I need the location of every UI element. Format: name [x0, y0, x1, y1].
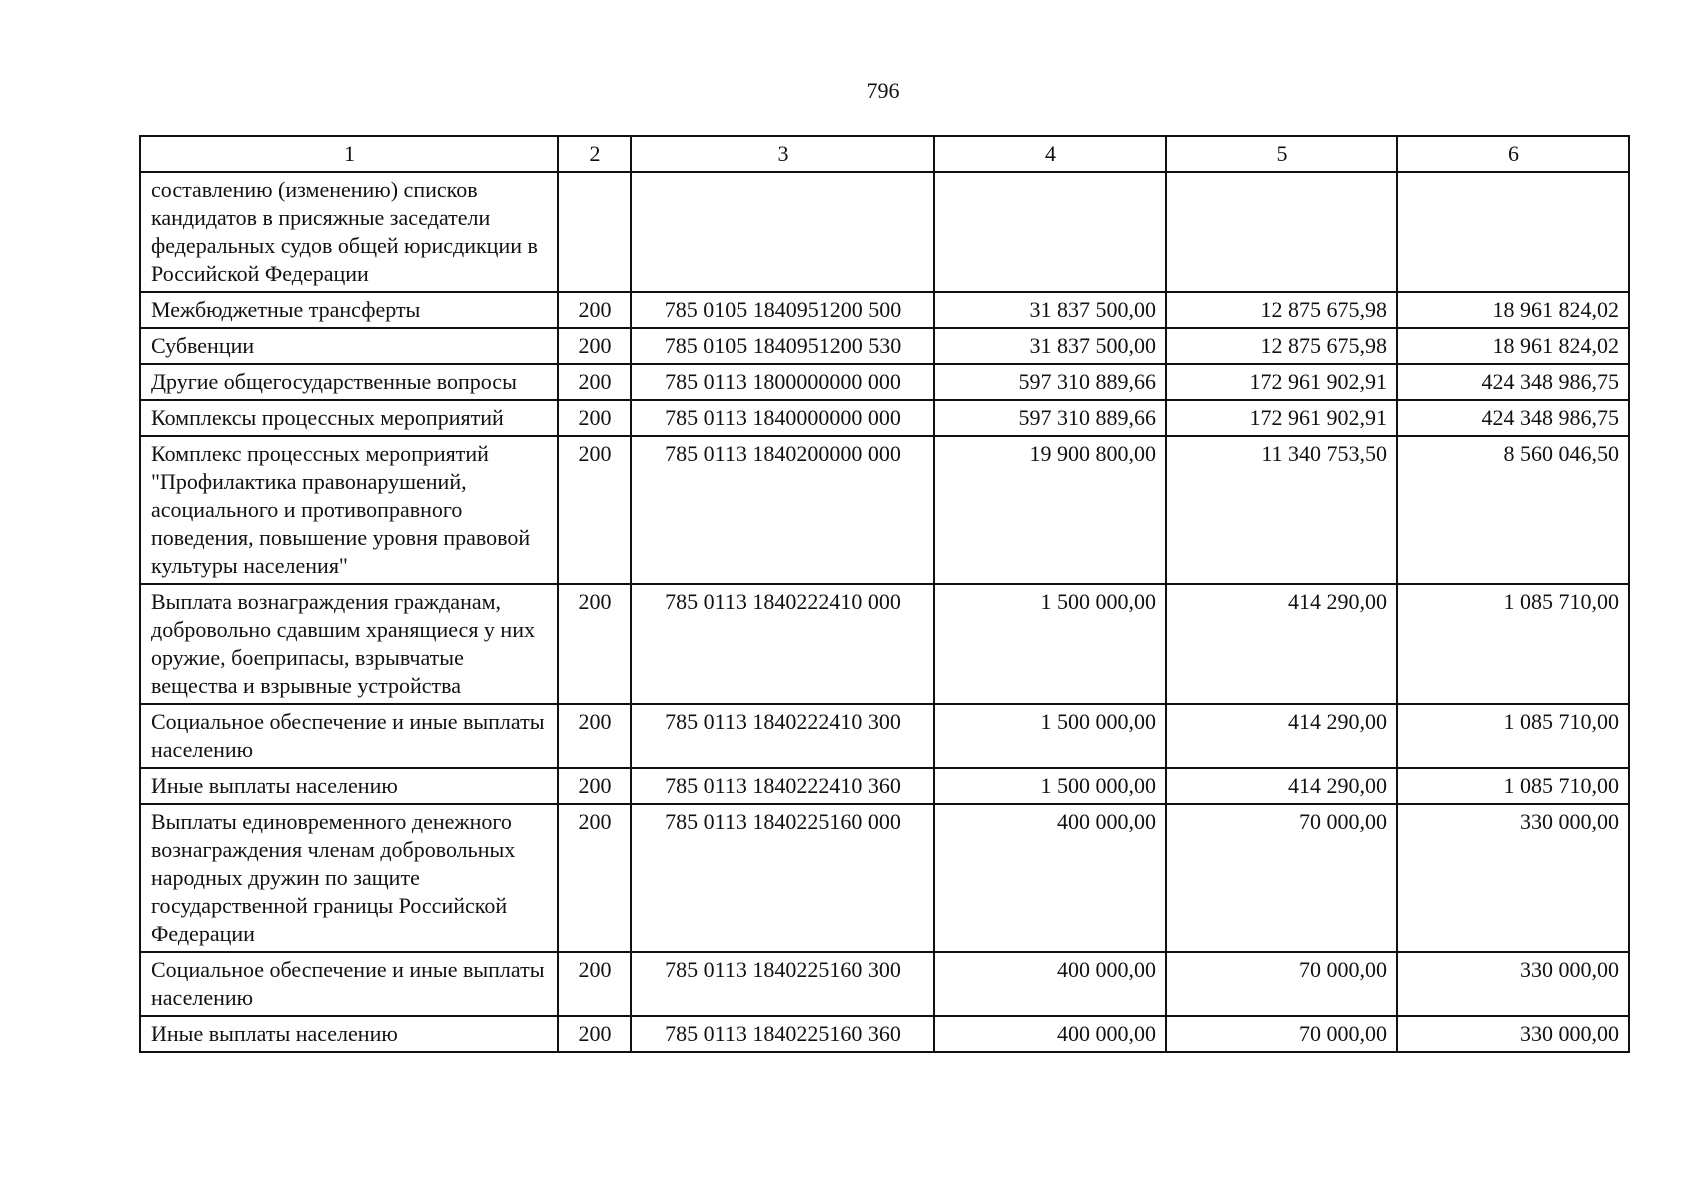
row-value-4: 597 310 889,66 [934, 364, 1166, 400]
row-kbk: 785 0113 1840222410 000 [631, 584, 934, 704]
row-code: 200 [558, 292, 631, 328]
row-value-4: 1 500 000,00 [934, 768, 1166, 804]
row-kbk: 785 0113 1840225160 300 [631, 952, 934, 1016]
row-code: 200 [558, 804, 631, 952]
row-value-5: 414 290,00 [1166, 584, 1397, 704]
table-row [140, 768, 1629, 804]
row-name: Комплекс процессных мероприятий "Профилактика правонарушений, асоциального и противоправного поведения, повышение уровня правовой культуры населения" [140, 436, 558, 584]
row-name: Другие общегосударственные вопросы [140, 364, 558, 400]
row-value-4: 31 837 500,00 [934, 328, 1166, 364]
row-code: 200 [558, 400, 631, 436]
column-header: 1 [140, 136, 558, 172]
table-header-row [140, 136, 1629, 172]
row-value-4: 400 000,00 [934, 804, 1166, 952]
row-value-6: 1 085 710,00 [1397, 768, 1629, 804]
row-value-6 [1397, 172, 1629, 292]
table-row [140, 292, 1629, 328]
row-value-5: 172 961 902,91 [1166, 364, 1397, 400]
row-name: Социальное обеспечение и иные выплаты населению [140, 952, 558, 1016]
row-value-4: 1 500 000,00 [934, 704, 1166, 768]
row-name: Комплексы процессных мероприятий [140, 400, 558, 436]
table-row [140, 436, 1629, 584]
row-value-6: 424 348 986,75 [1397, 400, 1629, 436]
table-row [140, 804, 1629, 952]
table-row [140, 1016, 1629, 1052]
row-kbk: 785 0113 1800000000 000 [631, 364, 934, 400]
row-kbk: 785 0113 1840222410 360 [631, 768, 934, 804]
row-value-6: 330 000,00 [1397, 952, 1629, 1016]
row-name: Выплаты единовременного денежного вознаграждения членам добровольных народных дружин по защите государственной границы Российской Федерации [140, 804, 558, 952]
row-code: 200 [558, 1016, 631, 1052]
row-value-4 [934, 172, 1166, 292]
row-code: 200 [558, 328, 631, 364]
table-row [140, 584, 1629, 704]
row-name: Иные выплаты населению [140, 1016, 558, 1052]
row-value-6: 330 000,00 [1397, 804, 1629, 952]
row-value-6: 424 348 986,75 [1397, 364, 1629, 400]
row-name: Выплата вознаграждения гражданам, добровольно сдавшим хранящиеся у них оружие, боеприпасы, взрывчатые вещества и взрывные устройства [140, 584, 558, 704]
row-value-4: 400 000,00 [934, 952, 1166, 1016]
table-row [140, 364, 1629, 400]
row-value-4: 400 000,00 [934, 1016, 1166, 1052]
table-row [140, 172, 1629, 292]
row-name: Субвенции [140, 328, 558, 364]
row-code: 200 [558, 952, 631, 1016]
row-value-5: 70 000,00 [1166, 1016, 1397, 1052]
page-number: 796 [866, 78, 900, 103]
row-kbk: 785 0105 1840951200 500 [631, 292, 934, 328]
row-value-5: 11 340 753,50 [1166, 436, 1397, 584]
row-value-5: 12 875 675,98 [1166, 328, 1397, 364]
row-kbk: 785 0113 1840200000 000 [631, 436, 934, 584]
column-header: 6 [1397, 136, 1629, 172]
row-code [558, 172, 631, 292]
column-header: 2 [558, 136, 631, 172]
table-row [140, 704, 1629, 768]
row-value-6: 18 961 824,02 [1397, 292, 1629, 328]
row-kbk: 785 0113 1840000000 000 [631, 400, 934, 436]
row-value-6: 18 961 824,02 [1397, 328, 1629, 364]
row-code: 200 [558, 436, 631, 584]
row-value-4: 597 310 889,66 [934, 400, 1166, 436]
row-value-5: 172 961 902,91 [1166, 400, 1397, 436]
row-value-5: 70 000,00 [1166, 952, 1397, 1016]
column-header: 4 [934, 136, 1166, 172]
row-value-6: 330 000,00 [1397, 1016, 1629, 1052]
row-name: Иные выплаты населению [140, 768, 558, 804]
row-kbk: 785 0105 1840951200 530 [631, 328, 934, 364]
row-value-6: 1 085 710,00 [1397, 704, 1629, 768]
table-row [140, 328, 1629, 364]
row-kbk: 785 0113 1840225160 000 [631, 804, 934, 952]
row-value-5: 414 290,00 [1166, 768, 1397, 804]
budget-table [139, 135, 1630, 1053]
row-kbk: 785 0113 1840225160 360 [631, 1016, 934, 1052]
row-value-5 [1166, 172, 1397, 292]
table-row [140, 400, 1629, 436]
row-value-5: 12 875 675,98 [1166, 292, 1397, 328]
row-code: 200 [558, 704, 631, 768]
row-name: Межбюджетные трансферты [140, 292, 558, 328]
row-value-6: 1 085 710,00 [1397, 584, 1629, 704]
row-code: 200 [558, 584, 631, 704]
row-value-5: 414 290,00 [1166, 704, 1397, 768]
row-value-6: 8 560 046,50 [1397, 436, 1629, 584]
row-code: 200 [558, 768, 631, 804]
column-header: 5 [1166, 136, 1397, 172]
row-value-5: 70 000,00 [1166, 804, 1397, 952]
row-name: Социальное обеспечение и иные выплаты населению [140, 704, 558, 768]
row-kbk: 785 0113 1840222410 300 [631, 704, 934, 768]
row-value-4: 19 900 800,00 [934, 436, 1166, 584]
row-value-4: 1 500 000,00 [934, 584, 1166, 704]
row-value-4: 31 837 500,00 [934, 292, 1166, 328]
row-name: составлению (изменению) списков кандидатов в присяжные заседатели федеральных судов общей юрисдикции в Российской Федерации [140, 172, 558, 292]
row-kbk [631, 172, 934, 292]
table-row [140, 952, 1629, 1016]
column-header: 3 [631, 136, 934, 172]
row-code: 200 [558, 364, 631, 400]
